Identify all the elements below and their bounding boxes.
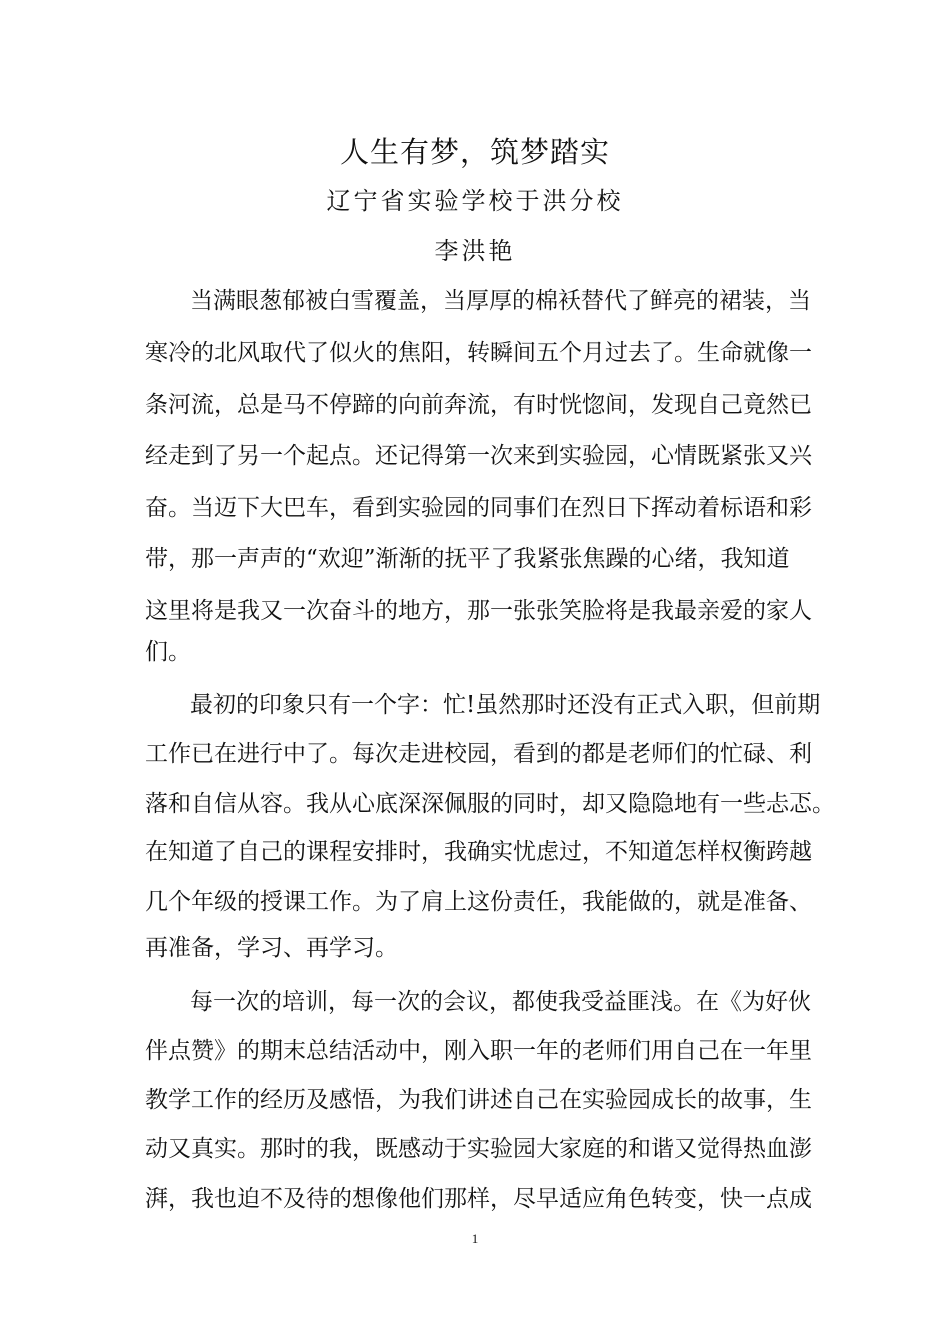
author-name: 李洪艳: [434, 237, 516, 265]
paragraph-1-line-5: 奋。当迈下大巴车，看到实验园的同事们在烈日下挥动着标语和彩: [145, 495, 812, 521]
paragraph-1-line-3: 条河流，总是马不停蹄的向前奔流，有时恍惚间，发现自己竟然已: [145, 392, 812, 418]
paragraph-1-line-2: 寒冷的北风取代了似火的焦阳，转瞬间五个月过去了。生命就像一: [145, 340, 812, 366]
paragraph-1-line-8: 们。: [145, 639, 191, 665]
paragraph-1-line-7: 这里将是我又一次奋斗的地方，那一张张笑脸将是我最亲爱的家人: [145, 598, 812, 624]
paragraph-1-line-6: 带，那一声声的“欢迎”渐渐的抚平了我紧张焦躁的心绪，我知道: [145, 546, 790, 572]
paragraph-2-line-1: 最初的印象只有一个字：忙!虽然那时还没有正式入职，但前期: [190, 692, 821, 718]
page-number: 1: [471, 1231, 479, 1246]
paragraph-2-line-5: 几个年级的授课工作。为了肩上这份责任，我能做的，就是准备、: [145, 889, 812, 915]
paragraph-2-line-2: 工作已在进行中了。每次走进校园，看到的都是老师们的忙碌、利: [145, 741, 812, 767]
paragraph-3-line-5: 湃，我也迫不及待的想像他们那样，尽早适应角色转变，快一点成: [145, 1186, 812, 1212]
paragraph-1-line-1: 当满眼葱郁被白雪覆盖，当厚厚的棉袄替代了鲜亮的裙装，当: [190, 288, 811, 314]
document-title: 人生有梦，筑梦踏实: [339, 135, 610, 169]
paragraph-3-line-1: 每一次的培训，每一次的会议，都使我受益匪浅。在《为好伙: [190, 989, 811, 1015]
paragraph-3-line-2: 伴点赞》的期末总结活动中，刚入职一年的老师们用自己在一年里: [145, 1038, 812, 1064]
paragraph-2-line-6: 再准备，学习、再学习。: [145, 935, 398, 961]
school-name: 辽宁省实验学校于洪分校: [326, 187, 624, 215]
paragraph-2-line-4: 在知道了自己的课程安排时，我确实忧虑过，不知道怎样权衡跨越: [145, 839, 812, 865]
paragraph-3-line-3: 教学工作的经历及感悟，为我们讲述自己在实验园成长的故事，生: [145, 1087, 812, 1113]
paragraph-3-line-4: 动又真实。那时的我，既感动于实验园大家庭的和谐又觉得热血澎: [145, 1136, 812, 1162]
paragraph-1-line-4: 经走到了另一个起点。还记得第一次来到实验园，心情既紧张又兴: [145, 443, 812, 469]
paragraph-2-line-3: 落和自信从容。我从心底深深佩服的同时，却又隐隐地有一些忐忑。: [145, 791, 835, 817]
